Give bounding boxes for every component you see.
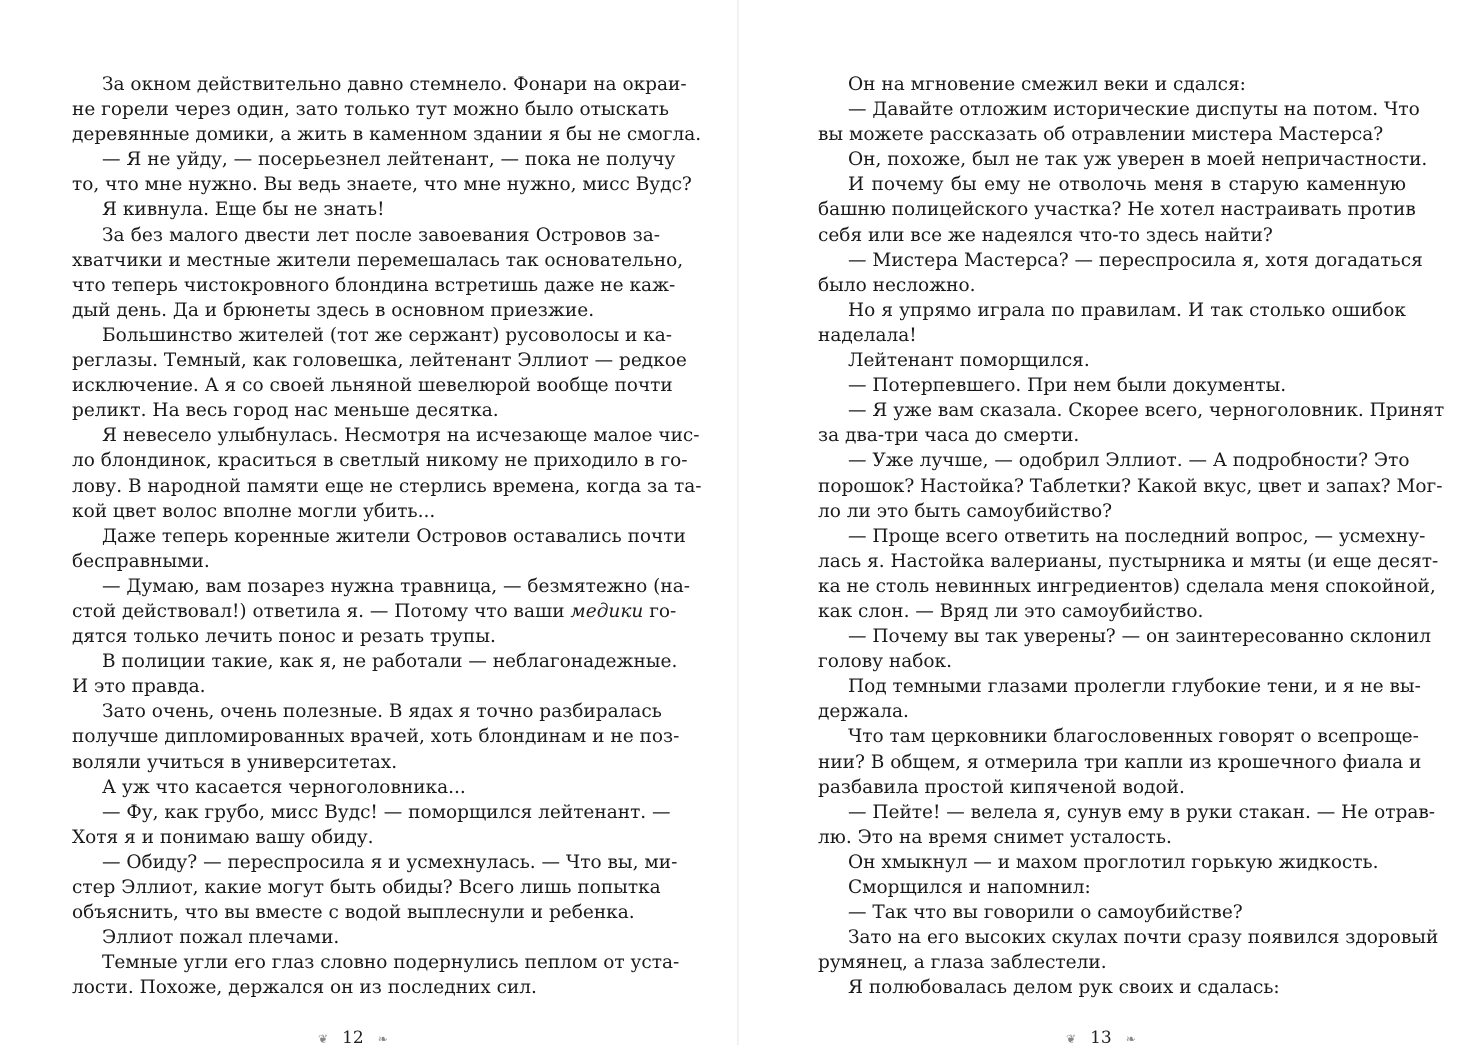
text-line: — Фу, как грубо, мисс Вудс! — поморщился лейтенант. — <box>102 801 671 823</box>
text-line: А уж что касается черноголовника... <box>102 776 466 798</box>
text-line: хватчики и местные жители перемешалась так основательно, <box>72 249 684 271</box>
text-line: порошок? Настойка? Таблетки? Какой вкус, цвет и запах? Мог- <box>818 475 1443 497</box>
text-line: И почему бы ему не отволочь меня в старую каменную <box>848 174 1406 196</box>
text-line: бесправными. <box>72 550 210 572</box>
text-line: держала. <box>818 701 909 723</box>
text-line: вы можете рассказать об отравлении мистера Мастерса? <box>818 124 1384 146</box>
right-page-number: 13 <box>1090 1028 1112 1048</box>
text-line: дый день. Да и брюнеты здесь в основном приезжие. <box>72 299 595 321</box>
text-line: Я полюбовалась делом рук своих и сдалась: <box>848 977 1280 999</box>
text-line: лю. Это на время снимет усталость. <box>818 826 1172 848</box>
text-line: румянец, а глаза заблестели. <box>818 952 1107 974</box>
text-line: стой действовал!) ответила я. — Потому что ваши медики го- <box>72 600 677 622</box>
text-line: как слон. — Вряд ли это самоубийство. <box>818 600 1204 622</box>
left-page-number: 12 <box>342 1028 364 1048</box>
left-page-text <box>72 72 702 1000</box>
text-line: себя или все же надеялся что-то здесь найти? <box>818 224 1273 246</box>
left-page-folio <box>318 1026 388 1050</box>
text-line: Зато на его высоких скулах почти сразу появился здоровый <box>848 927 1439 949</box>
text-line: — Проще всего ответить на последний вопрос, — усмехну- <box>848 525 1426 547</box>
text-line: воляли учиться в университетах. <box>72 751 398 773</box>
text-line: реликт. На весь город нас меньше десятка. <box>72 400 499 422</box>
text-line: лову. В народной памяти еще не стерлись времена, когда за та- <box>72 475 702 497</box>
text-line: получше дипломированных врачей, хоть блондинам и не поз- <box>72 726 680 748</box>
text-line: наделала! <box>818 324 917 346</box>
text-line: Темные угли его глаз словно подернулись пеплом от уста- <box>102 952 680 974</box>
text-line: лости. Похоже, держался он из последних сил. <box>72 977 537 999</box>
text-line: — Давайте отложим исторические диспуты на потом. Что <box>848 99 1420 121</box>
text-line: — Уже лучше, — одобрил Эллиот. — А подробности? Это <box>848 450 1410 472</box>
text-line: — Почему вы так уверены? — он заинтересованно склонил <box>848 626 1431 648</box>
text-line: Он на мгновение смежил веки и сдался: <box>848 74 1246 95</box>
text-line: В полиции такие, как я, не работали — неблагонадежные. <box>102 651 678 673</box>
text-line: Зато очень, очень полезные. В ядах я точно разбиралась <box>102 701 662 723</box>
text-line: объяснить, что вы вместе с водой выплеснули и ребенка. <box>72 902 635 924</box>
text-line: — Так что вы говорили о самоубийстве? <box>848 902 1243 924</box>
text-line: Даже теперь коренные жители Островов оставались почти <box>102 525 686 547</box>
text-line: деревянные домики, а жить в каменном здании я бы не смогла. <box>72 124 702 146</box>
text-line: Большинство жителей (тот же сержант) русоволосы и ка- <box>102 324 672 346</box>
text-line: — Пейте! — велела я, сунув ему в руки стакан. — Не отрав- <box>848 801 1436 823</box>
text-line: дятся только лечить понос и резать трупы. <box>72 626 496 648</box>
text-line: разбавила простой кипяченой водой. <box>818 776 1185 798</box>
text-line: — Мистера Мастерса? — переспросила я, хотя догадаться <box>848 249 1423 271</box>
folio-ornament-icon: ❧ <box>1125 1031 1136 1046</box>
text-line: Под темными глазами пролегли глубокие тени, и я не вы- <box>848 676 1421 698</box>
right-page-folio <box>1066 1026 1136 1050</box>
text-line: Он, похоже, был не так уж уверен в моей непричастности. <box>848 149 1428 171</box>
text-line: — Обиду? — переспросила я и усмехнулась. — Что вы, ми- <box>102 851 678 873</box>
text-line: — Потерпевшего. При нем были документы. <box>848 375 1287 397</box>
folio-ornament-icon: ❦ <box>1066 1031 1077 1046</box>
text-line: — Я не уйду, — посерьезнел лейтенант, — пока не получу <box>102 149 676 171</box>
text-line: Эллиот пожал плечами. <box>102 927 340 949</box>
text-line: исключение. А я со своей льняной шевелюрой вообще почти <box>72 375 673 397</box>
text-line: ло ли это быть самоубийство? <box>818 500 1113 522</box>
text-line: — Думаю, вам позарез нужна травница, — безмятежно (на- <box>102 575 690 597</box>
text-line: нии? В общем, я отмерила три капли из крошечного фиала и <box>818 751 1422 773</box>
text-line: не горели через один, зато только тут можно было отыскать <box>72 99 669 121</box>
text-line: Что там церковники благословенных говорят о всепроще- <box>848 726 1419 748</box>
text-line: реглазы. Темный, как головешка, лейтенант Эллиот — редкое <box>72 350 687 372</box>
text-line: кой цвет волос вполне могли убить... <box>72 500 436 522</box>
text-line: ка не столь невинных ингредиентов) сделала меня спокойной, <box>818 575 1436 597</box>
text-line: — Я уже вам сказала. Скорее всего, черноголовник. Принят <box>848 400 1445 422</box>
text-line: За окном действительно давно стемнело. Фонари на окраи- <box>102 74 687 95</box>
text-line: Я невесело улыбнулась. Несмотря на исчезающе малое чис- <box>102 425 700 447</box>
text-line: ло блондинок, краситься в светлый никому не приходило в го- <box>72 450 688 472</box>
text-line: лась я. Настойка валерианы, пустырника и мяты (и еще десят- <box>818 550 1439 572</box>
text-line: Я кивнула. Еще бы не знать! <box>102 199 385 221</box>
text-line: то, что мне нужно. Вы ведь знаете, что мне нужно, мисс Вудс? <box>72 174 692 196</box>
text-line: что теперь чистокровного блондина встретишь даже не каж- <box>72 274 676 296</box>
text-line: Хотя я и понимаю вашу обиду. <box>72 826 374 848</box>
text-line: Сморщился и напомнил: <box>848 877 1091 898</box>
folio-ornament-icon: ❧ <box>377 1031 388 1046</box>
text-line: башню полицейского участка? Не хотел настраивать против <box>818 199 1416 221</box>
text-line: За без малого двести лет после завоевания Островов за- <box>102 224 660 246</box>
text-line: за два-три часа до смерти. <box>818 425 1080 447</box>
text-line: И это правда. <box>72 676 206 698</box>
text-line: Но я упрямо играла по правилам. И так столько ошибок <box>848 299 1406 321</box>
text-line: Он хмыкнул — и махом проглотил горькую жидкость. <box>848 851 1379 873</box>
right-page-text <box>818 72 1445 1000</box>
text-line: было несложно. <box>818 274 976 296</box>
text-line: стер Эллиот, какие могут быть обиды? Всего лишь попытка <box>72 877 661 898</box>
text-line: Лейтенант поморщился. <box>848 350 1090 372</box>
text-line: голову набок. <box>818 651 952 673</box>
book-gutter <box>737 0 739 1045</box>
folio-ornament-icon: ❦ <box>318 1031 329 1046</box>
